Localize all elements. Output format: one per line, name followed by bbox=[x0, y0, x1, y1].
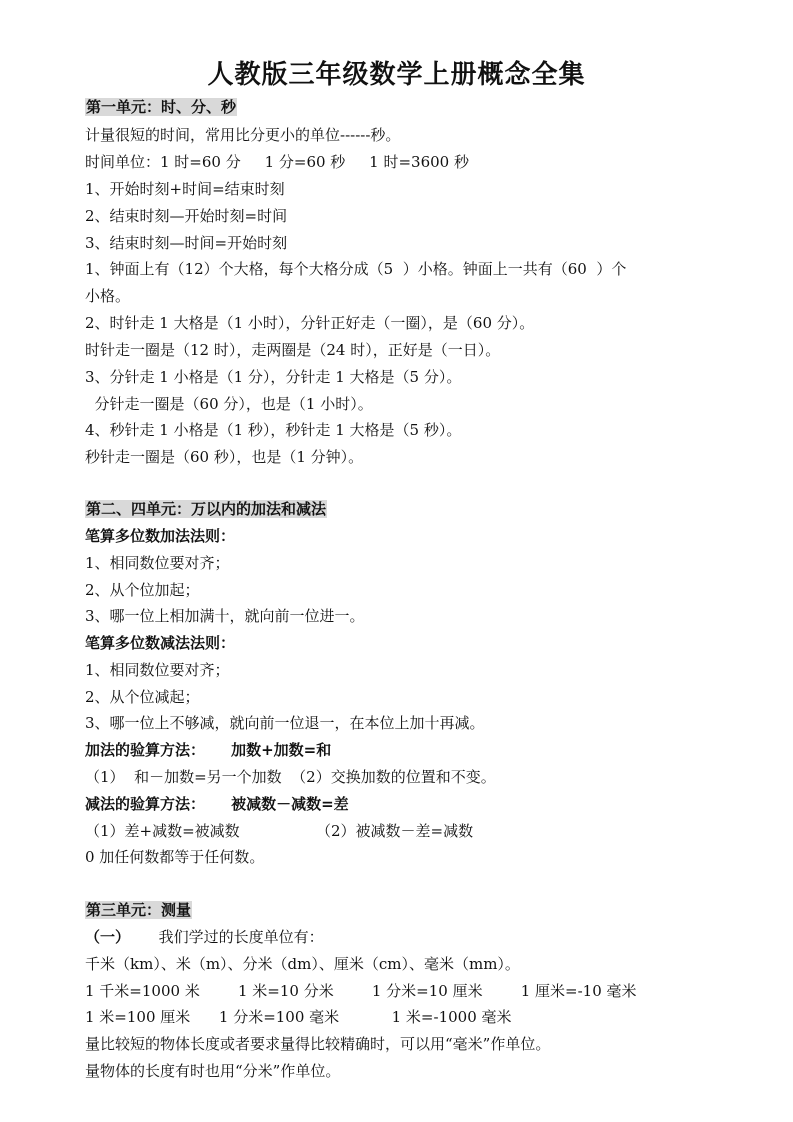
text-line: 2、从个位减起； bbox=[85, 688, 200, 706]
unit2-heading-text: 第二、四单元：万以内的加法和减法 bbox=[86, 500, 327, 518]
text-line: 量物体的长度有时也用“分米”作单位。 bbox=[85, 1062, 341, 1080]
subsection-label: （一） bbox=[85, 928, 131, 946]
text-line: 时针走一圈是（12 时），走两圈是（24 时），正好是（一日）。 bbox=[85, 341, 501, 359]
sub-check-title: 减法的验算方法： 被减数－减数=差 bbox=[85, 795, 349, 813]
unit1-heading-text: 第一单元：时、分、秒 bbox=[86, 98, 237, 116]
unit3-heading-text: 第三单元：测量 bbox=[86, 901, 192, 919]
section-heading-unit3 bbox=[85, 900, 192, 920]
page-title: 人教版三年级数学上册概念全集 bbox=[207, 60, 586, 90]
add-rule-title: 笔算多位数加法法则： bbox=[85, 527, 236, 545]
text-line: 1、开始时刻+时间=结束时刻 bbox=[85, 180, 285, 198]
text-line: 分针走一圈是（60 分），也是（1 小时）。 bbox=[85, 395, 373, 413]
text-line: 千米（km）、米（m）、分米（dm）、厘米（cm）、毫米（mm）。 bbox=[85, 955, 520, 973]
text-line: 2、时针走 1 大格是（1 小时），分针正好走（一圈），是（60 分）。 bbox=[85, 314, 535, 332]
text-line: 量比较短的物体长度或者要求量得比较精确时，可以用“毫米”作单位。 bbox=[85, 1035, 551, 1053]
text-line: 2、从个位加起； bbox=[85, 581, 200, 599]
text-line: 4、秒针走 1 小格是（1 秒），秒针走 1 大格是（5 秒）。 bbox=[85, 421, 462, 439]
section-heading-unit2 bbox=[85, 499, 327, 519]
text-line: 时间单位：1 时=60 分 1 分=60 秒 1 时=3600 秒 bbox=[85, 153, 469, 171]
section-heading-unit1 bbox=[85, 97, 237, 117]
text-line: 小格。 bbox=[85, 287, 131, 305]
text-line: 计量很短的时间，常用比分更小的单位------秒。 bbox=[85, 126, 401, 144]
text-line: （1）差+减数=被减数 （2）被减数－差=减数 bbox=[85, 822, 474, 840]
text-line: 3、分针走 1 小格是（1 分），分针走 1 大格是（5 分）。 bbox=[85, 368, 462, 386]
sub-rule-title: 笔算多位数减法法则： bbox=[85, 634, 236, 652]
text-line: 1、相同数位要对齐； bbox=[85, 554, 230, 572]
text-line: 3、哪一位上不够减，就向前一位退一，在本位上加十再减。 bbox=[85, 714, 485, 732]
text-line: 3、结束时刻—时间=开始时刻 bbox=[85, 234, 288, 252]
text-line: 1、钟面上有（12）个大格，每个大格分成（5 ）小格。钟面上一共有（60 ）个 bbox=[85, 260, 627, 278]
subsection-text: 我们学过的长度单位有： bbox=[130, 928, 324, 946]
text-line: 3、哪一位上相加满十，就向前一位进一。 bbox=[85, 607, 365, 625]
text-line: 秒针走一圈是（60 秒），也是（1 分钟）。 bbox=[85, 448, 364, 466]
text-line: 0 加任何数都等于任何数。 bbox=[85, 848, 265, 866]
text-line: 1 米=100 厘米 1 分米=100 毫米 1 米=-1000 毫米 bbox=[85, 1008, 512, 1026]
text-line: 1、相同数位要对齐； bbox=[85, 661, 230, 679]
text-line: （1） 和－加数=另一个加数 （2）交换加数的位置和不变。 bbox=[85, 768, 496, 786]
subsection-line bbox=[85, 927, 324, 947]
text-line: 2、结束时刻—开始时刻=时间 bbox=[85, 207, 288, 225]
add-check-title: 加法的验算方法： 加数+加数=和 bbox=[85, 741, 332, 759]
text-line: 1 千米=1000 米 1 米=10 分米 1 分米=10 厘米 1 厘米=-10 毫米 bbox=[85, 982, 637, 1000]
